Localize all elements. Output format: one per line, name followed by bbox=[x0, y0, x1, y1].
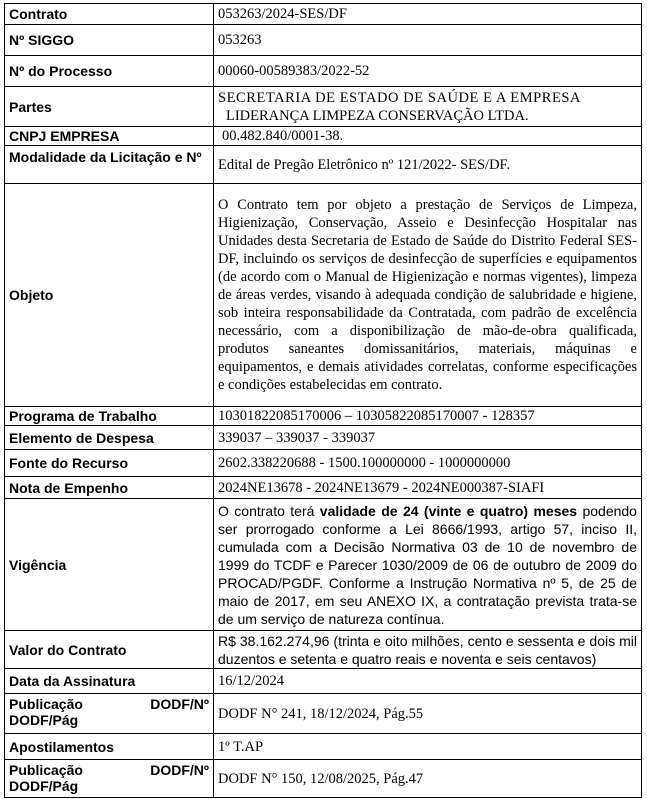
publicacao-1-label-b: DODF/Nº bbox=[150, 696, 209, 712]
label-vigencia: Vigência bbox=[5, 499, 214, 631]
partes-line-1: SECRETARIA DE ESTADO DE SAÚDE E A EMPRESA bbox=[218, 89, 582, 106]
row-siggo bbox=[5, 25, 642, 56]
label-valor: Valor do Contrato bbox=[5, 631, 214, 669]
publicacao-1-label-c: DODF/Pág bbox=[9, 712, 79, 728]
label-elemento: Elemento de Despesa bbox=[5, 426, 214, 450]
row-publicacao-1 bbox=[5, 694, 642, 734]
publicacao-2-label-a: Publicação bbox=[9, 762, 83, 778]
value-apostilamentos: 1º T.AP bbox=[214, 734, 642, 760]
value-fonte: 2602.338220688 - 1500.100000000 - 1000000000 bbox=[214, 450, 642, 477]
label-programa: Programa de Trabalho bbox=[5, 407, 214, 426]
value-cnpj: 00.482.840/0001-38. bbox=[214, 127, 642, 146]
publicacao-1-header bbox=[9, 696, 209, 712]
vigencia-text-after: podendo ser prorrogado conforme a Lei 8666/1993, artigo 57, inciso II, cumulada com a Decisão Normativa 03 de 10 de novembro de 1999 do TCDF e Parecer 1030/2009 de 06 de outubro de 2009 do PROCAD/PGDF. Conforme a Instrução Normativa nº 5, de 25 de maio de 2017, em seu ANEXO IX, a contratação prevista trata-se de um serviço de natureza contínua. bbox=[218, 502, 637, 627]
label-cnpj: CNPJ EMPRESA bbox=[5, 127, 214, 146]
row-publicacao-2 bbox=[5, 760, 642, 798]
value-partes bbox=[214, 87, 642, 127]
value-siggo: 053263 bbox=[214, 25, 642, 56]
value-vigencia bbox=[214, 499, 642, 631]
label-publicacao-2 bbox=[5, 760, 214, 798]
label-modalidade: Modalidade da Licitação e Nº bbox=[5, 146, 214, 184]
row-contrato bbox=[5, 4, 642, 25]
value-empenho: 2024NE13678 - 2024NE13679 - 2024NE000387-SIAFI bbox=[214, 477, 642, 499]
publicacao-2-label-b: DODF/Nº bbox=[150, 762, 209, 778]
value-objeto: O Contrato tem por objeto a prestação de Serviços de Limpeza, Higienização, Conservação, Asseio e Desinfecção Hospitalar nas Unidades desta Secretaria de Estado de Saúde do Distrito Federal SES-DF, incluindo os serviços de desinfecção de superfícies e equipamentos (de acordo com o Manual de Higienização e normas vigentes), limpeza de áreas verdes, visando à adequada condição de salubridade e higiene, sob inteira responsabilidade da Contratada, com padrão de excelência necessário, com a disponibilização de mão-de-obra qualificada, produtos saneantes domissanitários, materiais, máquinas e equipamentos, e demais atividades correlatas, conforme especificações e condições estabelecidas em contrato. bbox=[214, 184, 642, 407]
row-assinatura bbox=[5, 669, 642, 694]
row-vigencia bbox=[5, 499, 642, 631]
row-processo bbox=[5, 56, 642, 87]
contract-summary-table bbox=[4, 3, 642, 798]
row-elemento bbox=[5, 426, 642, 450]
label-publicacao-1 bbox=[5, 694, 214, 734]
value-contrato: 053263/2024-SES/DF bbox=[214, 4, 642, 25]
label-apostilamentos: Apostilamentos bbox=[5, 734, 214, 760]
row-cnpj bbox=[5, 127, 642, 146]
value-publicacao-2: DODF N° 150, 12/08/2025, Pág.47 bbox=[214, 760, 642, 798]
row-apostilamentos bbox=[5, 734, 642, 760]
label-processo: Nº do Processo bbox=[5, 56, 214, 87]
value-assinatura: 16/12/2024 bbox=[214, 669, 642, 694]
publicacao-2-header bbox=[9, 762, 209, 778]
row-valor bbox=[5, 631, 642, 669]
row-modalidade bbox=[5, 146, 642, 184]
row-programa bbox=[5, 407, 642, 426]
value-programa: 10301822085170006 – 10305822085170007 - 128357 bbox=[214, 407, 642, 426]
label-contrato: Contrato bbox=[5, 4, 214, 25]
label-assinatura: Data da Assinatura bbox=[5, 669, 214, 694]
label-fonte: Fonte do Recurso bbox=[5, 450, 214, 477]
vigencia-text-before: O contrato terá bbox=[218, 502, 320, 519]
label-partes: Partes bbox=[5, 87, 214, 127]
publicacao-2-label-c: DODF/Pág bbox=[9, 778, 79, 794]
row-objeto bbox=[5, 184, 642, 407]
row-empenho bbox=[5, 477, 642, 499]
value-elemento: 339037 – 339037 - 339037 bbox=[214, 426, 642, 450]
value-publicacao-1: DODF N° 241, 18/12/2024, Pág.55 bbox=[214, 694, 642, 734]
row-partes bbox=[5, 87, 642, 127]
partes-line-2: LIDERANÇA LIMPEZA CONSERVAÇÃO LTDA. bbox=[226, 107, 529, 124]
label-siggo: Nº SIGGO bbox=[5, 25, 214, 56]
value-modalidade: Edital de Pregão Eletrônico nº 121/2022- SES/DF. bbox=[214, 146, 642, 184]
label-objeto: Objeto bbox=[5, 184, 214, 407]
publicacao-1-label-a: Publicação bbox=[9, 696, 83, 712]
vigencia-text-bold: validade de 24 (vinte e quatro) meses bbox=[319, 502, 578, 519]
label-empenho: Nota de Empenho bbox=[5, 477, 214, 499]
row-fonte bbox=[5, 450, 642, 477]
value-processo: 00060-00589383/2022-52 bbox=[214, 56, 642, 87]
value-valor: R$ 38.162.274,96 (trinta e oito milhões, cento e sessenta e dois mil duzentos e setenta e quatro reais e noventa e seis centavos) bbox=[214, 631, 642, 669]
